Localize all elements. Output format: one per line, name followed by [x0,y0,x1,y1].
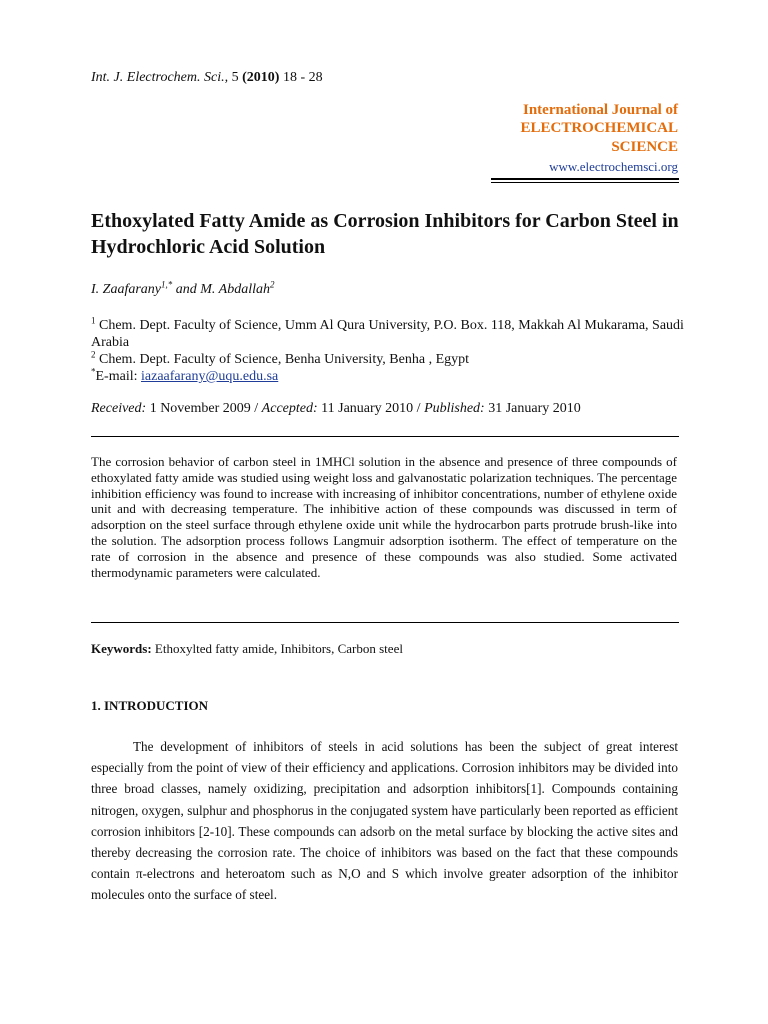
author-line [91,279,275,298]
citation-volume: 5 [231,70,239,85]
author-2: M. Abdallah [200,282,270,297]
citation-journal-abbr: Int. J. Electrochem. Sci., [91,70,229,85]
keywords-line [91,641,403,657]
date-separator: / [254,401,259,416]
abstract-text: The corrosion behavior of carbon steel in 1MHCl solution in the absence and presence of three compounds of ethoxylated fatty amide was studied using weight loss and galvanostatic polarization techniques. The percentage inhibition efficiency was found to increase with increasing of inhibitor concentrations, number of ethylene oxide unit and with decreasing temperature. The inhibitive action of these compounds was discussed in term of adsorption on the steel surface through ethylene oxide unit while the hydrocarbon parts protrude brush-like into the solution. The adsorption process follows Langmuir adsorption isotherm. The effect of temperature on the rate of corrosion in the absence and presence of these compounds was also studied. Some activated thermodynamic parameters were calculated. [91,454,677,580]
journal-title-science: SCIENCE [611,139,678,155]
email-sup: * [91,366,96,377]
affiliation-1-sup: 1 [91,315,96,326]
journal-citation [91,70,323,86]
received-date: 1 November 2009 [149,401,251,416]
received-label: Received: [91,401,147,416]
affiliation-2 [91,351,691,368]
author-1-sup: 1,* [161,279,173,290]
section-heading-introduction: 1. INTRODUCTION [91,698,209,713]
author-2-sup: 2 [270,279,275,290]
accepted-date: 11 January 2010 [321,401,414,416]
author-and: and [175,282,197,297]
abstract-bottom-rule [91,622,679,623]
journal-title-electrochemical: ELECTROCHEMICAL [520,120,678,136]
affiliation-1 [91,317,691,351]
abstract-top-rule [91,436,679,437]
published-date: 31 January 2010 [488,401,581,416]
accepted-label: Accepted: [261,401,318,416]
date-separator: / [416,401,421,416]
affiliation-2-sup: 2 [91,349,96,360]
publication-dates [91,401,581,417]
citation-pages: 18 - 28 [282,70,323,85]
email-line [91,368,691,385]
journal-name-line: International Journal of [522,102,678,118]
affiliation-2-text: Chem. Dept. Faculty of Science, Benha University, Benha , Egypt [99,352,470,367]
paper-title: Ethoxylated Fatty Amide as Corrosion Inhibitors for Carbon Steel in Hydrochloric Acid Solution [91,210,679,258]
introduction-text: The development of inhibitors of steels in acid solutions has been the subject of great interest especially from the point of view of their efficiency and applications. Corrosion inhibitors may be divided into three broad classes, namely oxidizing, precipitation and adsorption inhibitors[1]. Compounds containing nitrogen, oxygen, sulphur and phosphorus in the conjugated system have particularly been reported as efficient corrosion inhibitors [2-10]. These compounds can adsorb on the metal surface by blocking the active sites and thereby decreasing the corrosion rate. The choice of inhibitors was based on the fact that these compounds contain π-electrons and heteroatom such as N,O and S which involve greater adsorption of the inhibitor molecules onto the surface of steel. [91,739,678,903]
keywords-label: Keywords: [91,641,152,656]
published-label: Published: [424,401,485,416]
email-link[interactable]: iazaafarany@uqu.edu.sa [141,369,279,384]
journal-url-link[interactable]: www.electrochemsci.org [549,159,678,174]
author-1: I. Zaafarany [91,282,161,297]
affiliation-1-text: Chem. Dept. Faculty of Science, Umm Al Qura University, P.O. Box. 118, Makkah Al Mukarama, Saudi Arabia [91,318,684,350]
journal-logo-block [520,101,678,175]
email-label: E-mail: [95,369,138,384]
journal-rule-thin [491,182,679,183]
journal-rule-thick [491,178,679,180]
keywords-text: Ethoxylted fatty amide, Inhibitors, Carbon steel [154,641,403,656]
citation-year: (2010) [242,70,280,85]
introduction-paragraph [91,736,678,906]
